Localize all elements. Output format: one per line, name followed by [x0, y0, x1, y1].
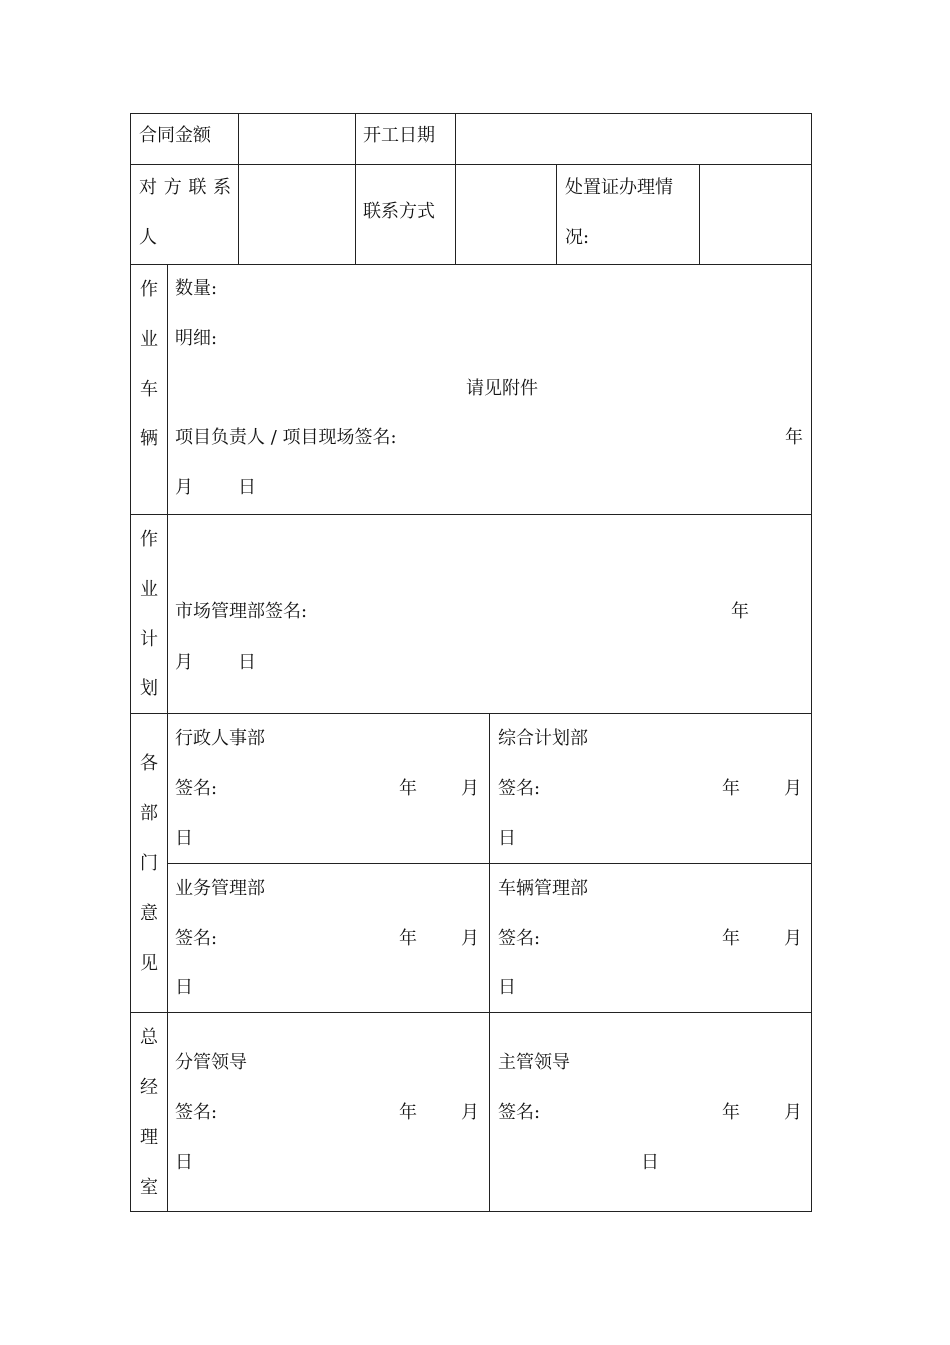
certificate-status-label-line2: 况: [565, 227, 590, 248]
start-date-label-cell [355, 113, 456, 165]
plan-day: 日 [238, 652, 256, 673]
signature-label: 签名: [175, 1102, 218, 1123]
vehicles-side-cell [130, 264, 168, 515]
department-name: 综合计划部 [498, 728, 588, 749]
department-block-planning[interactable] [489, 713, 812, 864]
vehicles-side-char: 辆 [140, 428, 158, 449]
month-label: 月 [784, 778, 802, 799]
gm-office-side-cell [130, 1012, 168, 1212]
year-label: 年 [399, 1102, 417, 1123]
start-date-label: 开工日期 [363, 125, 435, 146]
day-label: 日 [641, 1152, 659, 1173]
departments-side-cell [130, 713, 168, 1013]
vehicles-content-cell[interactable] [167, 264, 812, 515]
counterpart-contact-label-cell [130, 164, 239, 265]
certificate-status-label-line1: 处置证办理情 [565, 177, 673, 198]
quantity-label: 数量: [175, 278, 218, 299]
plan-signer-label: 市场管理部签名: [175, 601, 308, 622]
start-date-field[interactable] [455, 113, 812, 165]
month-label: 月 [784, 1102, 802, 1123]
gm-office-side-char: 理 [140, 1127, 158, 1148]
leader-block-chief[interactable] [489, 1012, 812, 1212]
vehicles-year: 年 [785, 427, 803, 448]
certificate-status-field[interactable] [699, 164, 812, 265]
year-label: 年 [722, 778, 740, 799]
month-label: 月 [461, 778, 479, 799]
counterpart-contact-label-line1: 对 方 联 系 [139, 177, 232, 198]
plan-side-char: 划 [140, 678, 158, 699]
detail-label: 明细: [175, 328, 218, 349]
contract-amount-field[interactable] [238, 113, 356, 165]
see-attachment-text: 请见附件 [466, 378, 538, 399]
contract-amount-label-cell [130, 113, 239, 165]
gm-office-side-char: 经 [140, 1077, 158, 1098]
day-label: 日 [498, 977, 516, 998]
year-label: 年 [722, 1102, 740, 1123]
signature-label: 签名: [498, 928, 541, 949]
signature-label: 签名: [175, 778, 218, 799]
signature-label: 签名: [498, 1102, 541, 1123]
department-name: 车辆管理部 [498, 878, 588, 899]
vehicles-side-char: 业 [140, 329, 158, 350]
counterpart-contact-label-line2: 人 [139, 227, 157, 248]
department-block-business[interactable] [167, 863, 490, 1013]
day-label: 日 [175, 977, 193, 998]
department-name: 业务管理部 [175, 878, 265, 899]
year-label: 年 [722, 928, 740, 949]
day-label: 日 [498, 828, 516, 849]
departments-side-char: 门 [140, 853, 158, 874]
department-block-admin-hr[interactable] [167, 713, 490, 864]
contract-amount-label: 合同金额 [139, 125, 211, 146]
year-label: 年 [399, 928, 417, 949]
departments-side-char: 部 [140, 803, 158, 824]
departments-side-char: 意 [140, 903, 158, 924]
plan-side-char: 计 [140, 629, 158, 650]
plan-content-cell[interactable] [167, 514, 812, 714]
day-label: 日 [175, 828, 193, 849]
leader-block-supervising[interactable] [167, 1012, 490, 1212]
month-label: 月 [784, 928, 802, 949]
department-name: 行政人事部 [175, 728, 265, 749]
leader-title: 分管领导 [175, 1052, 247, 1073]
certificate-status-label-cell [556, 164, 700, 265]
contact-method-label: 联系方式 [363, 201, 435, 222]
departments-side-char: 见 [140, 953, 158, 974]
gm-office-side-char: 总 [140, 1027, 158, 1048]
plan-year: 年 [731, 601, 749, 622]
vehicles-day: 日 [238, 477, 256, 498]
vehicles-side-char: 作 [140, 279, 158, 300]
plan-side-cell [130, 514, 168, 714]
day-label: 日 [175, 1152, 193, 1173]
vehicles-side-char: 车 [140, 379, 158, 400]
departments-side-char: 各 [140, 753, 158, 774]
vehicles-month: 月 [175, 477, 193, 498]
counterpart-contact-field[interactable] [238, 164, 356, 265]
plan-side-char: 作 [140, 529, 158, 550]
month-label: 月 [461, 1102, 479, 1123]
month-label: 月 [461, 928, 479, 949]
plan-month: 月 [175, 652, 193, 673]
year-label: 年 [399, 778, 417, 799]
signature-label: 签名: [498, 778, 541, 799]
gm-office-side-char: 室 [140, 1177, 158, 1198]
contact-method-label-cell [355, 164, 456, 265]
contact-method-field[interactable] [455, 164, 557, 265]
signature-label: 签名: [175, 928, 218, 949]
vehicles-signer-label: 项目负责人 / 项目现场签名: [175, 427, 397, 448]
department-block-vehicles[interactable] [489, 863, 812, 1013]
plan-side-char: 业 [140, 579, 158, 600]
leader-title: 主管领导 [498, 1052, 570, 1073]
